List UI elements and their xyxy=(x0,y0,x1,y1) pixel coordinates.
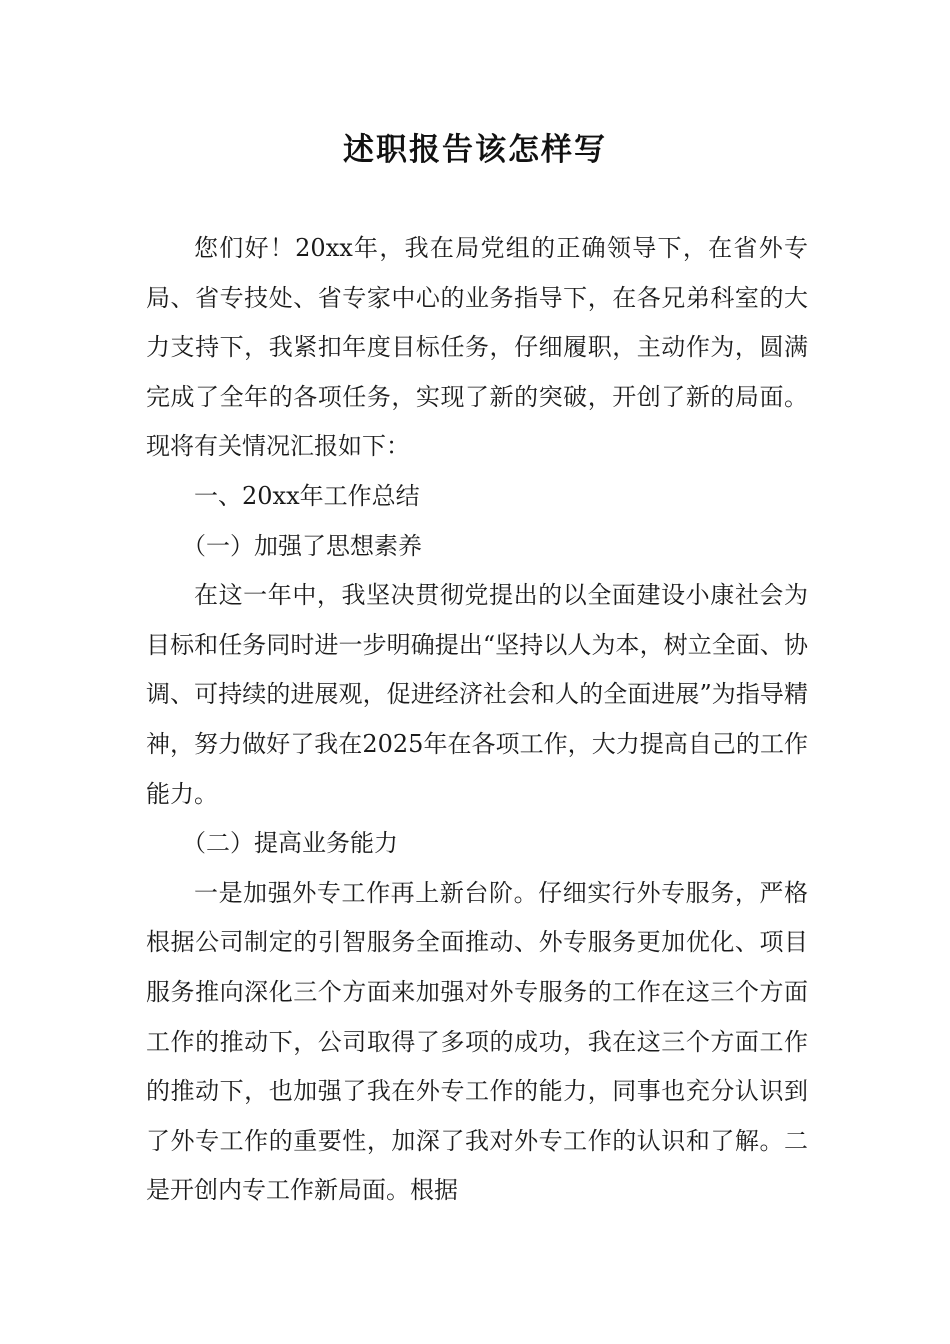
subsection-2-paragraph: 一是加强外专工作再上新台阶。仔细实行外专服务，严格根据公司制定的引智服务全面推动、外专服务更加优化、项目服务推向深化三个方面来加强对外专服务的工作在这三个方面工作的推动下，公司取得了多项的成功，我在这三个方面工作的推动下，也加强了我在外专工作的能力，同事也充分认识到了外专工作的重要性，加深了我对外专工作的认识和了解。二是开创内专工作新局面。根据 xyxy=(146,878,808,1205)
subsection-heading-1: （一）加强了思想素养 xyxy=(182,531,422,560)
section-heading-1: 一、20xx年工作总结 xyxy=(194,481,420,510)
subsection-1-paragraph: 在这一年中，我坚决贯彻党提出的以全面建设小康社会为目标和任务同时进一步明确提出“坚持以人为本，树立全面、协调、可持续的进展观，促进经济社会和人的全面进展”为指导精神，努力做好了我在2025年在各项工作，大力提高自己的工作能力。 xyxy=(146,581,808,808)
intro-paragraph: 您们好！20xx年，我在局党组的正确领导下，在省外专局、省专技处、省专家中心的业务指导下，在各兄弟科室的大力支持下，我紧扣年度目标任务，仔细履职，主动作为，圆满完成了全年的各项任务，实现了新的突破，开创了新的局面。现将有关情况汇报如下： xyxy=(146,234,808,461)
subsection-heading-2: （二）提高业务能力 xyxy=(182,829,398,858)
document-body xyxy=(146,224,808,1216)
document-title: 述职报告该怎样写 xyxy=(343,132,607,168)
